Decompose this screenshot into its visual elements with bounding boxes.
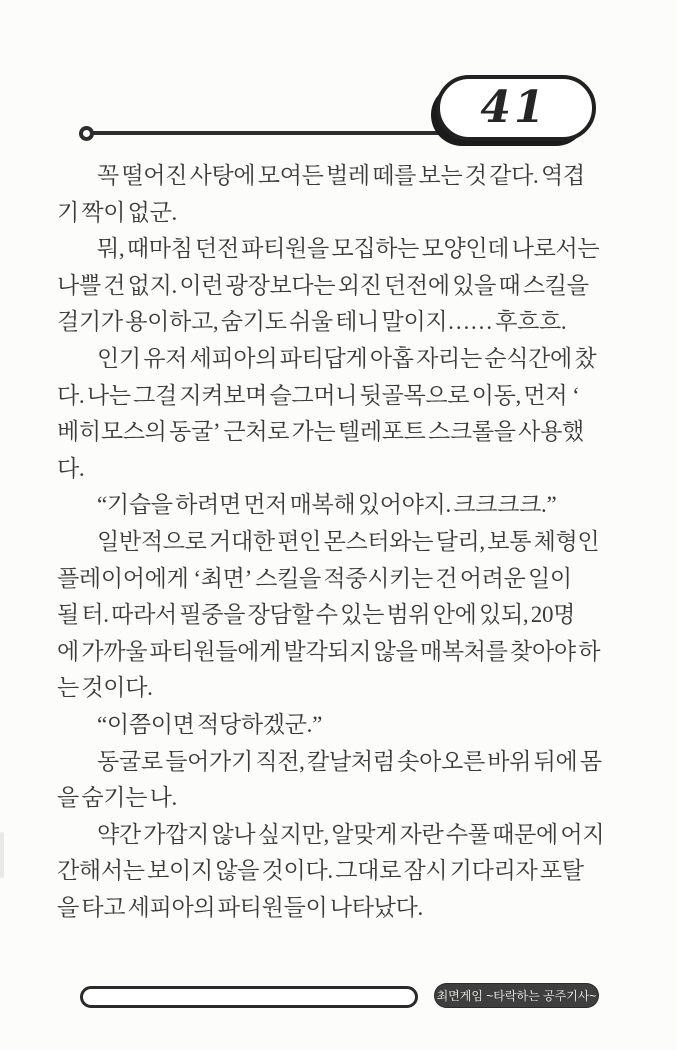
text-line: 베히모스의 동굴’ 근처로 가는 텔레포트 스크롤을 사용했: [57, 419, 584, 445]
text-line: 나쁠 건 없지. 이런 광장보다는 외진 던전에 있을 때 스킬을: [57, 272, 589, 298]
scan-artifact: [0, 832, 4, 878]
text-line: 을 숨기는 나.: [57, 785, 177, 811]
text-line: “이쯤이면 적당하겠군.”: [97, 711, 322, 737]
text-line: “기습을 하려면 먼저 매복해 있어야지. 크크크크.”: [97, 492, 557, 518]
header-rule-line: [92, 131, 444, 135]
series-title-badge: [435, 984, 598, 1007]
text-line: 다.: [57, 455, 85, 481]
text-line: 간해서는 보이지 않을 것이다. 그대로 잠시 기다리자 포탈: [57, 858, 584, 884]
body-text: [57, 158, 620, 926]
text-line: 플레이어에게 ‘최면’ 스킬을 적중시키는 건 어려운 일이: [57, 565, 572, 591]
text-line: 에 가까울 파티원들에게 발각되지 않을 매복처를 찾아야 하: [57, 638, 601, 664]
text-line: 는 것이다.: [57, 675, 153, 701]
text-line: 을 타고 세피아의 파티원들이 나타났다.: [57, 894, 423, 920]
page-number: 41: [480, 81, 548, 133]
page-number-badge: [436, 75, 596, 141]
text-line: 동굴로 들어가기 직전, 칼날처럼 솟아오른 바위 뒤에 몸: [97, 748, 602, 774]
text-line: 걸기가 용이하고, 숨기도 쉬울 테니 말이지…… 후흐흐.: [57, 309, 567, 335]
text-line: 뭐, 때마침 던전 파티원을 모집하는 모양인데 나로서는: [97, 236, 600, 262]
text-line: 꼭 떨어진 사탕에 모여든 벌레 떼를 보는 것 같다. 역겹: [97, 163, 585, 188]
footer-blank-pill: [80, 986, 418, 1008]
text-line: 기 짝이 없군.: [57, 199, 177, 225]
text-line: 약간 가깝지 않나 싶지만, 알맞게 자란 수풀 때문에 어지: [97, 821, 605, 847]
text-line: 다. 나는 그걸 지켜보며 슬그머니 뒷골목으로 이동, 먼저 ‘: [57, 382, 580, 408]
text-line: 될 터. 따라서 필중을 장담할 수 있는 범위 안에 있되, 20명: [57, 602, 576, 628]
text-line: 일반적으로 거대한 편인 몬스터와는 달리, 보통 체형인: [97, 528, 600, 554]
series-title: 최면게임 ~타락하는 공주기사~: [436, 989, 597, 1003]
text-line: 인기 유저 세피아의 파티답게 아홉 자리는 순식간에 찼: [97, 345, 597, 371]
